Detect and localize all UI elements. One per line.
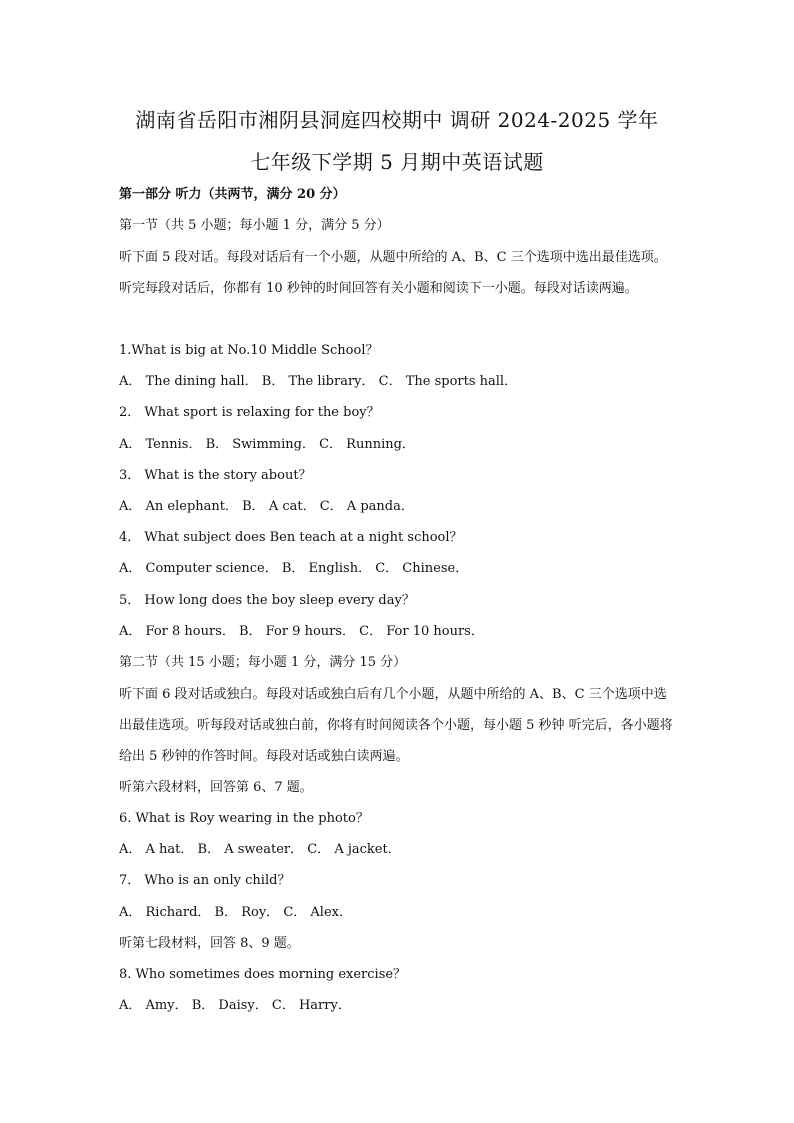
material-7-note: 听第七段材料，回答 8、9 题。	[119, 936, 300, 951]
question-2: 2． What sport is relaxing for the boy？	[119, 405, 380, 420]
question-1: 1.What is big at No.10 Middle School？	[119, 343, 379, 358]
part1-heading: 第一部分 听力（共两节，满分 20 分）	[119, 187, 346, 202]
question-5: 5． How long does the boy sleep every day？	[119, 593, 415, 608]
question-3: 3． What is the story about？	[119, 468, 312, 483]
question-3-options: A． An elephant． B． A cat． C． A panda．	[119, 499, 414, 514]
section2-heading: 第二节（共 15 小题；每小题 1 分，满分 15 分）	[119, 655, 407, 670]
question-7-options: A． Richard． B． Roy． C． Alex．	[119, 905, 352, 920]
question-1-options: A． The dining hall． B． The library． C． The sports hall．	[119, 374, 518, 389]
question-6-options: A． A hat． B． A sweater． C． A jacket．	[119, 842, 401, 857]
question-8-options: A． Amy． B． Daisy． C． Harry．	[119, 998, 351, 1013]
document-title-line1: 湖南省岳阳市湘阴县洞庭四校期中 调研 2024-2025 学年	[135, 108, 659, 132]
question-7: 7． Who is an only child？	[119, 873, 291, 888]
question-2-options: A． Tennis． B． Swimming． C． Running．	[119, 437, 415, 452]
section1-instructions: 听下面 5 段对话。每段对话后有一个小题，从题中所给的 A、B、C 三个选项中选出最佳选项。听完每段对话后，你都有 10 秒钟的时间回答有关小题和阅读下一小题。每段对话读两遍。	[119, 250, 667, 296]
material-6-note: 听第六段材料，回答第 6、7 题。	[119, 780, 313, 795]
document-title-line2: 七年级下学期 5 月期中英语试题	[250, 150, 544, 174]
section2-instructions: 听下面 6 段对话或独白。每段对话或独白后有几个小题，从题中所给的 A、B、C 三个选项中选出最佳选项。听每段对话或独白前，你将有时间阅读各个小题，每小题 5 秒钟 听完后，各小题将给出 5 秒钟的作答时间。每段对话或独白读两遍。	[119, 687, 673, 764]
question-4-options: A． Computer science． B． English． C． Chinese．	[119, 561, 469, 576]
question-6: 6. What is Roy wearing in the photo？	[119, 811, 369, 826]
question-5-options: A． For 8 hours． B． For 9 hours． C． For 10 hours．	[119, 624, 484, 639]
section1-heading: 第一节（共 5 小题；每小题 1 分，满分 5 分）	[119, 218, 390, 233]
question-8: 8. Who sometimes does morning exercise？	[119, 967, 407, 982]
question-4: 4． What subject does Ben teach at a night school？	[119, 530, 463, 545]
